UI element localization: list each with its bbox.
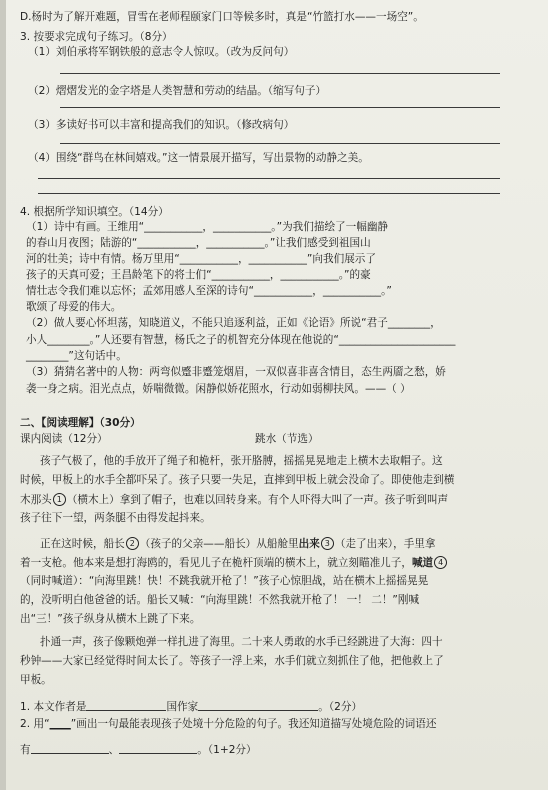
marker-2: 2 bbox=[126, 537, 139, 550]
passage-line: 正在这时候，船长 2 （孩子的父亲——船长）从船舱里出来 3 （走了出来），手里拿 bbox=[40, 538, 436, 550]
passage-line: 孩子往下一望，两条腿不由得发起抖来。 bbox=[20, 512, 211, 524]
marker-3: 3 bbox=[321, 537, 334, 550]
answer-blank[interactable] bbox=[31, 743, 109, 754]
passage-line: （同时喊道）：“向海里跳！快！不跳我就开枪了！”孩子心惊胆战，站在横木上摇摇晃晃 bbox=[20, 575, 429, 587]
q4-title: 4. 根据所学知识填空。（14分） bbox=[20, 206, 169, 218]
answer-line[interactable] bbox=[38, 178, 500, 179]
q4-line-8: 小人________。”人还要有智慧，杨氏之子的机智充分体现在他说的“______________________ bbox=[26, 334, 456, 346]
passage-line: 孩子气极了，他的手放开了绳子和桅杆，张开胳膊，摇摇晃晃地走上横木去取帽子。这 bbox=[40, 455, 443, 467]
q4-line-1: （1）诗中有画。王维用“___________，___________。”为我们描绘了一幅幽静 bbox=[26, 221, 389, 233]
q4-line-9: ________”这句话中。 bbox=[26, 350, 127, 362]
answer-line[interactable] bbox=[60, 107, 500, 108]
q3-item-4: （4）围绕“群鸟在林间嬉戏。”这一情景展开描写，写出景物的动静之美。 bbox=[28, 152, 369, 164]
q4-line-4: 孩子的天真可爱；王昌龄笔下的将士们“___________，___________。”的豪 bbox=[26, 269, 371, 281]
q4-line-11: 袭一身之病。泪光点点，娇喘微微。闲静似娇花照水，行动如弱柳扶风。——（ ） bbox=[26, 383, 411, 395]
marker-1: 1 bbox=[53, 493, 66, 506]
passage-line: 的，没听明白他爸爸的话。船长又喊：“向海里跳！不然我就开枪了！ 一！ 二！”刚喊 bbox=[20, 594, 420, 606]
q4-line-3: 河的壮美；诗中有情。杨万里用“___________，___________”向我们展示了 bbox=[26, 253, 376, 265]
question-2-answer: 有 、 。（1+2分） bbox=[20, 744, 257, 756]
passage-line: 出“三！”孩子纵身从横木上跳了下来。 bbox=[20, 613, 201, 625]
question-1: 1. 本文作者是 国作家 。（2分） bbox=[20, 701, 363, 713]
page-edge bbox=[0, 0, 6, 790]
passage-line: 时候，甲板上的水手全都吓呆了。孩子只要一失足，直摔到甲板上就会没命了。即使他走到横 bbox=[20, 474, 455, 486]
q4-line-10: （3）猜猜名著中的人物：两弯似蹙非蹙笼烟眉，一双似喜非喜含情目，态生两靥之愁，娇 bbox=[26, 366, 446, 378]
answer-line[interactable] bbox=[38, 193, 500, 194]
q3-item-1: （1）刘伯承将军钢铁般的意志令人惊叹。（改为反问句） bbox=[28, 46, 295, 58]
section-2-intro: 课内阅读（12分） bbox=[20, 433, 108, 445]
section-2-heading: 二、【阅读理解】（30分） bbox=[20, 417, 141, 429]
answer-blank[interactable] bbox=[86, 700, 166, 711]
line-d: D.杨时为了解开难题，冒雪在老师程颐家门口等候多时，真是“竹篮打水——一场空”。 bbox=[20, 11, 424, 23]
passage-line: 木那头 1 （横木上）拿到了帽子，也难以回转身来。有个人吓得大叫了一声。孩子听到叫声 bbox=[20, 494, 449, 506]
q4-line-6: 歌颂了母爱的伟大。 bbox=[26, 301, 122, 313]
passage-line: 扑通一声，孩子像颗炮弹一样扎进了海里。二十来人勇敢的水手已经跳进了大海：四十 bbox=[40, 636, 443, 648]
q3-item-3: （3）多读好书可以丰富和提高我们的知识。（修改病句） bbox=[28, 119, 295, 131]
q4-line-5: 情壮志令我们难以忘怀；孟郊用感人至深的诗句“___________，___________。” bbox=[26, 285, 392, 297]
q4-line-7: （2）做人要心怀坦荡，知晓道义，不能只追逐利益，正如《论语》所说“君子________， bbox=[26, 317, 441, 329]
passage-title: 跳水（节选） bbox=[255, 433, 319, 445]
passage-line: 秒钟——大家已经觉得时间太长了。等孩子一浮上来，水手们就立刻抓住了他，把他救上了 bbox=[20, 655, 444, 667]
q3-item-2: （2）熠熠发光的金字塔是人类智慧和劳动的结晶。（缩写句子） bbox=[28, 85, 327, 97]
passage-line: 着一支枪。他本来是想打海鸥的，看见儿子在桅杆顶端的横木上，就立刻瞄准儿子，喊道 4 bbox=[20, 556, 448, 570]
question-2: 2. 用“____”画出一句最能表现孩子处境十分危险的句子。我还知道描写处境危险的词语还 bbox=[20, 718, 437, 730]
q4-line-2: 的春山月夜图；陆游的“___________，___________。”让我们感受到祖国山 bbox=[26, 237, 371, 249]
marker-4: 4 bbox=[434, 556, 447, 569]
passage-line: 甲板。 bbox=[20, 674, 52, 686]
answer-blank[interactable] bbox=[198, 700, 318, 711]
q3-title: 3. 按要求完成句子练习。（8分） bbox=[20, 31, 173, 43]
answer-blank[interactable] bbox=[119, 743, 197, 754]
answer-line[interactable] bbox=[60, 143, 500, 144]
answer-line[interactable] bbox=[60, 73, 500, 74]
